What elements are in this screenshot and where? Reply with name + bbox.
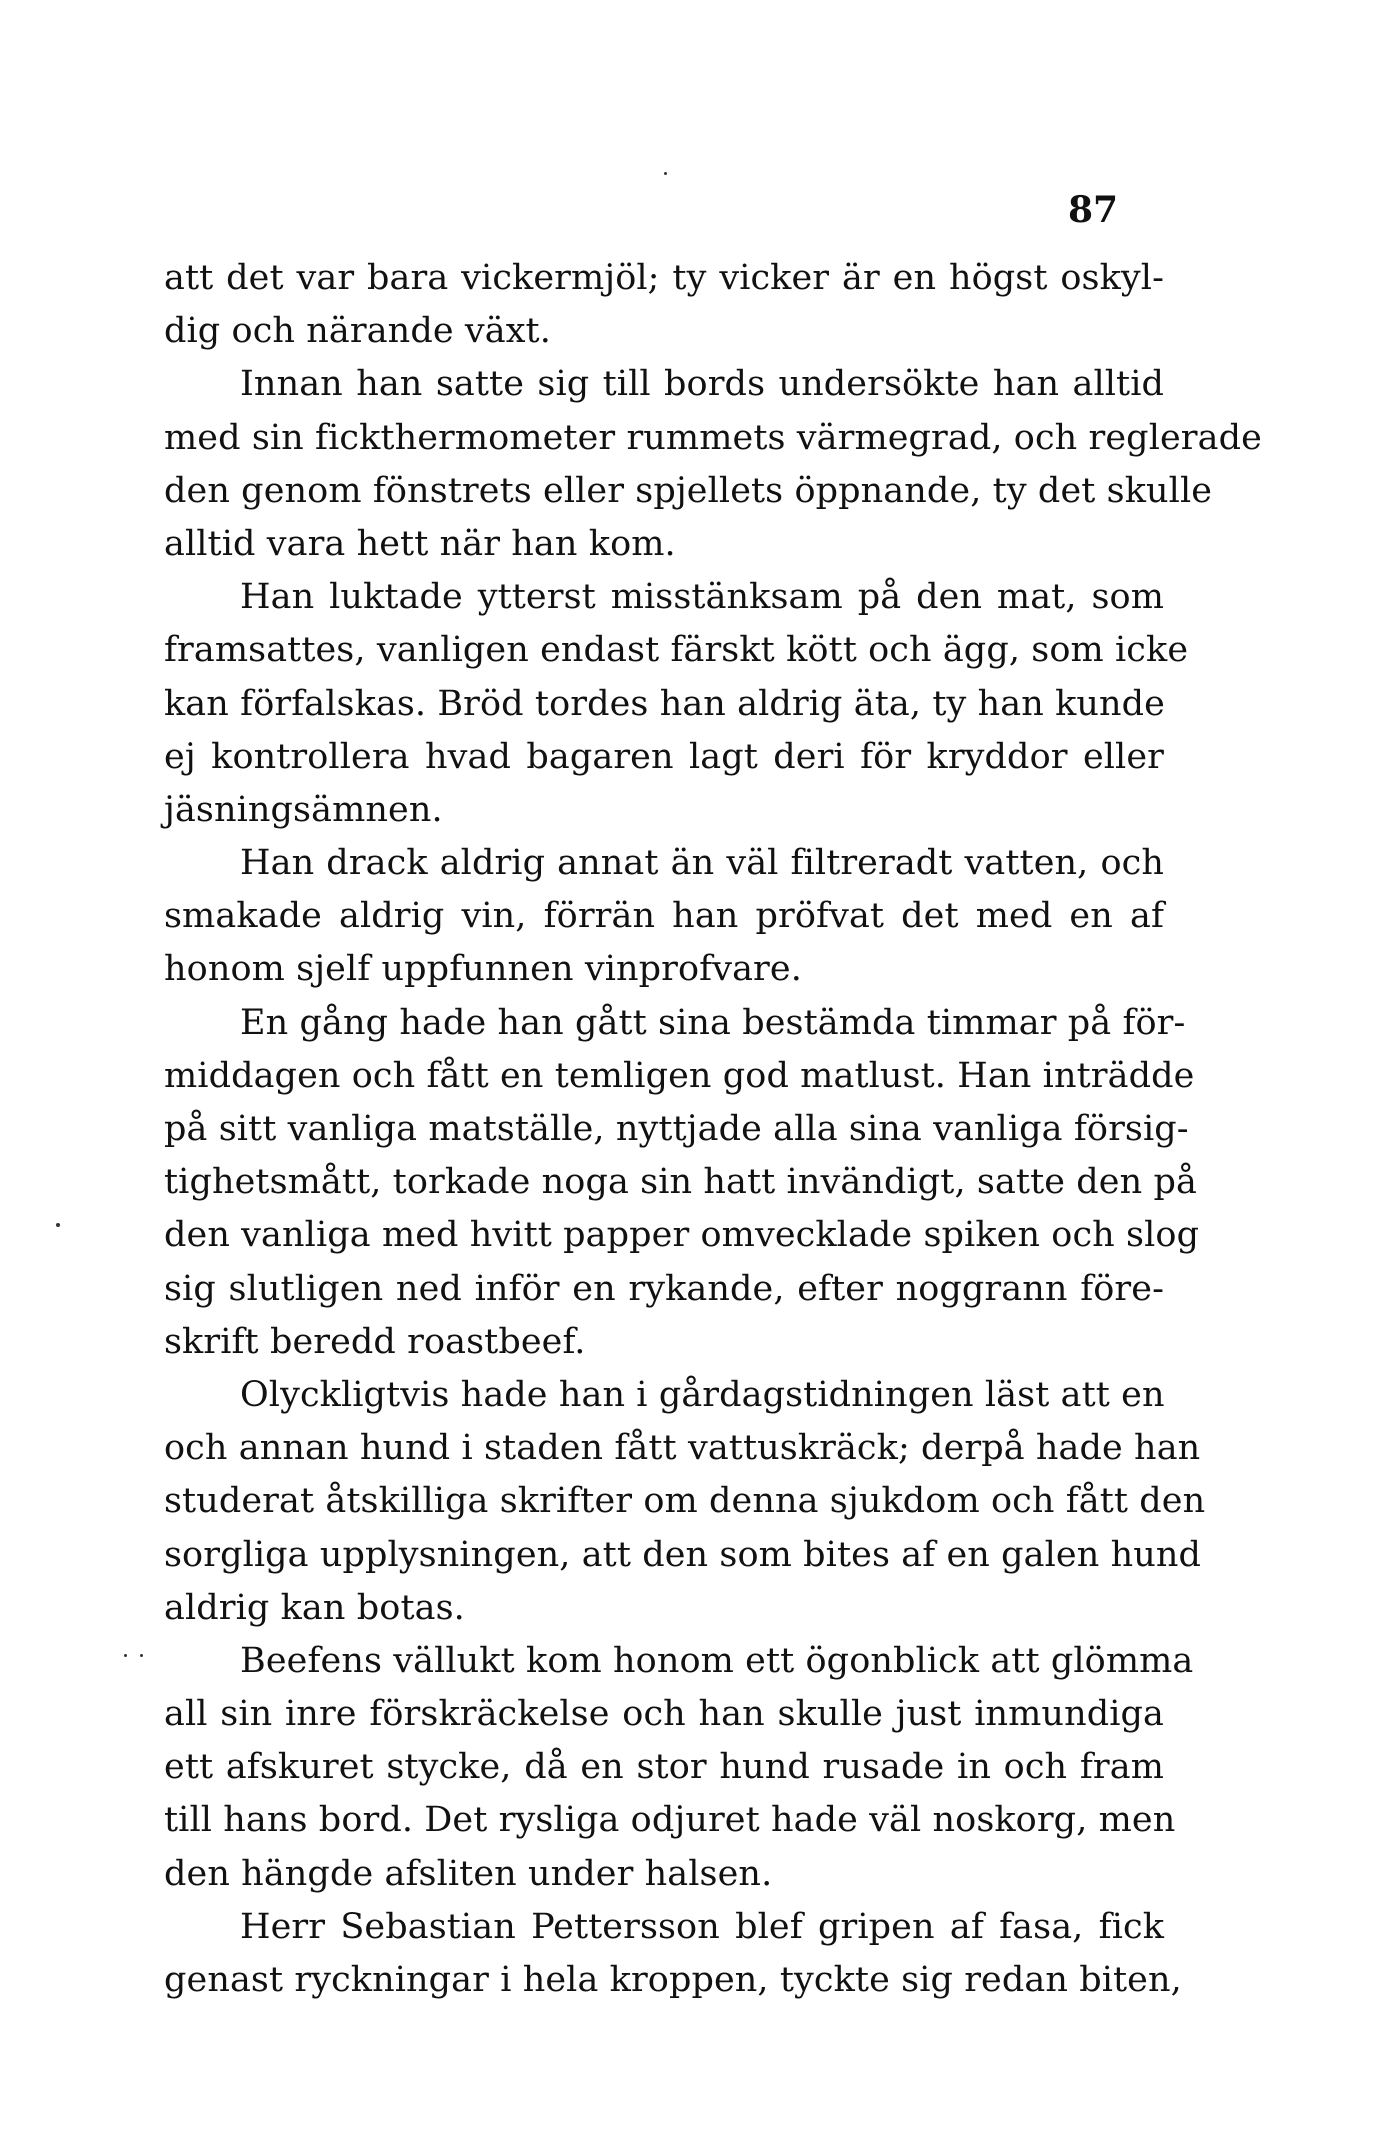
text-line: den genom fönstrets eller spjellets öppnande, ty det skulle [164,470,1213,511]
text-line: middagen och fått en temligen god matlust. Han inträdde [164,1055,1195,1096]
text-line: Innan han satte sig till bords undersökte han alltid [240,364,1164,405]
text-line: den hängde afsliten under halsen. [164,1853,773,1894]
text-line: sig slutligen ned inför en rykande, efter noggrann före- [164,1268,1164,1309]
text-line: dig och närande växt. [164,311,551,352]
text-line: Herr Sebastian Pettersson blef gripen af fasa, fick [240,1906,1164,1947]
text-line: all sin inre förskräckelse och han skulle just inmundiga [164,1694,1164,1735]
text-line: ett afskuret stycke, då en stor hund rusade in och fram [164,1747,1164,1788]
text-line: tighetsmått, torkade noga sin hatt invändigt, satte den på [164,1162,1197,1203]
text-line: smakade aldrig vin, förrän han pröfvat det med en af [164,896,1164,937]
text-line: studerat åtskilliga skrifter om denna sjukdom och fått den [164,1481,1206,1522]
text-line: skrift beredd roastbeef. [164,1321,586,1362]
text-line: kan förfalskas. Bröd tordes han aldrig äta, ty han kunde [164,683,1165,724]
paper-speck [664,172,667,175]
text-line: till hans bord. Det rysliga odjuret hade väl noskorg, men [164,1800,1176,1841]
text-line: Olyckligtvis hade han i gårdagstidningen läst att en [240,1374,1165,1415]
text-line: honom sjelf uppfunnen vinprofvare. [164,949,802,990]
text-line: ej kontrollera hvad bagaren lagt deri för kryddor eller [164,736,1164,777]
text-line: En gång hade han gått sina bestämda timmar på för- [240,1002,1186,1043]
text-line: genast ryckningar i hela kroppen, tyckte sig redan biten, [164,1960,1182,2000]
text-line: den vanliga med hvitt papper omvecklade spiken och slog [164,1215,1200,1256]
text-line: med sin fickthermometer rummets värmegrad, och reglerade [164,417,1262,458]
text-line: alltid vara hett när han kom. [164,523,676,564]
page-number: 87 [1068,189,1119,231]
text-line: jäsningsämnen. [164,789,443,830]
paper-speck [124,1654,127,1657]
body-text [164,252,1262,2007]
text-line: sorgliga upplysningen, att den som bites af en galen hund [164,1534,1202,1575]
text-line: på sitt vanliga matställe, nyttjade alla sina vanliga försig- [164,1109,1189,1149]
text-line: och annan hund i staden fått vattuskräck; derpå hade han [164,1428,1201,1469]
text-line: Han luktade ytterst misstänksam på den mat, som [240,577,1164,618]
text-line: Han drack aldrig annat än väl filtreradt vatten, och [240,843,1164,884]
text-line: framsattes, vanligen endast färskt kött och ägg, som icke [164,630,1189,671]
paper-speck [56,1223,60,1227]
text-line: att det var bara vickermjöl; ty vicker är en högst oskyl- [164,258,1164,298]
text-line: aldrig kan botas. [164,1587,465,1628]
paper-speck [140,1654,143,1657]
text-line: Beefens vällukt kom honom ett ögonblick att glömma [240,1640,1194,1681]
